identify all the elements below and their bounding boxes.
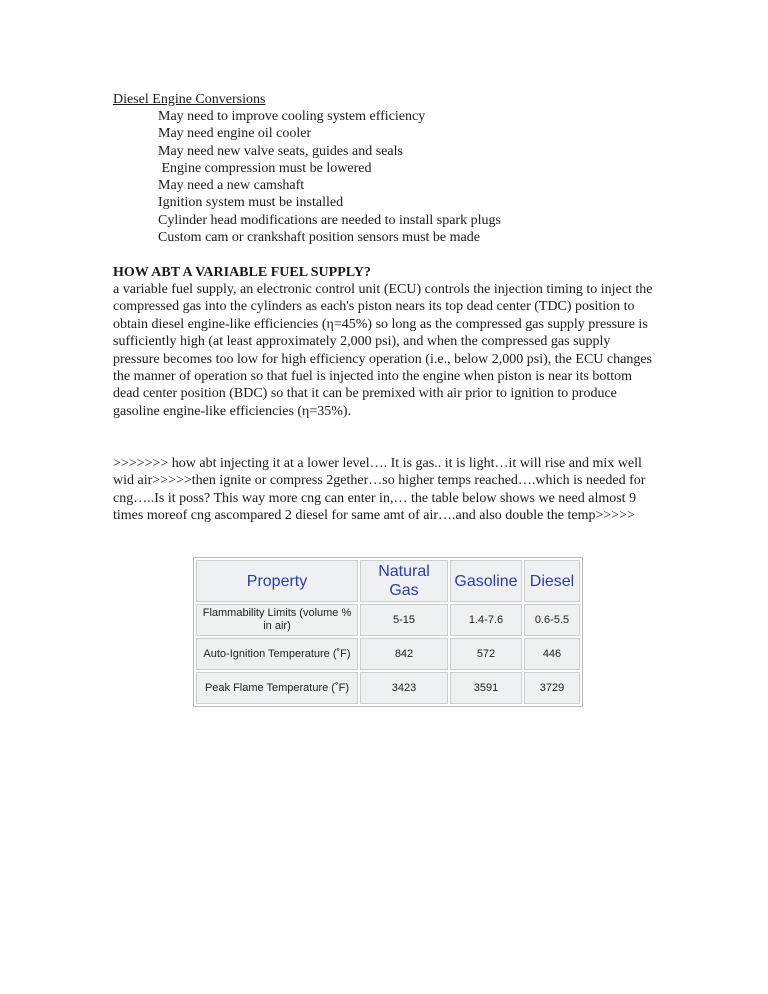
table-cell: 3729 — [524, 672, 580, 704]
document-title: Diesel Engine Conversions — [113, 92, 266, 107]
table-cell: 0.6-5.5 — [524, 604, 580, 636]
header-property: Property — [196, 560, 358, 602]
table-cell: 5-15 — [360, 604, 448, 636]
list-item: Cylinder head modifications are needed to install spark plugs — [158, 212, 501, 228]
header-natural-gas: Natural Gas — [360, 560, 448, 602]
table-cell: 842 — [360, 638, 448, 670]
list-item: Custom cam or crankshaft position sensors must be made — [158, 230, 480, 246]
list-item: May need new valve seats, guides and seals — [158, 143, 403, 159]
table-cell: 3591 — [450, 672, 522, 704]
list-item: May need a new camshaft — [158, 178, 305, 194]
table-cell: Peak Flame Temperature (˚F) — [196, 672, 358, 704]
list-item: May need to improve cooling system efficiency — [158, 109, 426, 124]
conversion-requirements-list — [158, 108, 501, 246]
table-row — [196, 638, 580, 670]
table-header-row — [196, 560, 580, 602]
header-gasoline: Gasoline — [450, 560, 522, 602]
section-heading: HOW ABT A VARIABLE FUEL SUPPLY? — [113, 265, 371, 280]
list-item: May need engine oil cooler — [158, 126, 312, 142]
paragraph-variable-fuel-supply: a variable fuel supply, an electronic control unit (ECU) controls the injection timing to inject the compressed gas into the cylinders as each's piston nears its top dead center (TDC) position to obtain diesel engine-like efficiencies (η=45%) so long as the compressed gas supply pressure is sufficiently high (at least approximately 2,000 psi), and when the compressed gas supply pressure becomes too low for high efficiency operation (i.e., below 2,000 psi), the ECU changes the manner of operation so that fuel is injected into the engine when piston is near its bottom dead center position (BDC) so that it can be premixed with air prior to ignition to produce gasoline engine-like efficiencies (η=35%). — [113, 282, 653, 419]
list-item: Engine compression must be lowered — [158, 160, 372, 176]
table-row — [196, 672, 580, 704]
table-cell: 572 — [450, 638, 522, 670]
header-diesel: Diesel — [524, 560, 580, 602]
table-cell: 1.4-7.6 — [450, 604, 522, 636]
table-row — [196, 604, 580, 636]
table-cell: Flammability Limits (volume % in air) — [196, 604, 358, 636]
table-cell: 446 — [524, 638, 580, 670]
table-cell: Auto-Ignition Temperature (˚F) — [196, 638, 358, 670]
paragraph-notes: >>>>>>> how abt injecting it at a lower level…. It is gas.. it is light…it will rise and mix well wid air>>>>>then ignite or compress 2gether…so higher temps reached….which is needed for cng…..Is it poss? This way more cng can enter in,… the table below shows we need almost 9 times moreof cng ascompared 2 diesel for same amt of air….and also double the temp>>>>> — [113, 456, 646, 524]
list-item: Ignition system must be installed — [158, 195, 344, 211]
fuel-properties-table — [193, 557, 583, 707]
table-cell: 3423 — [360, 672, 448, 704]
